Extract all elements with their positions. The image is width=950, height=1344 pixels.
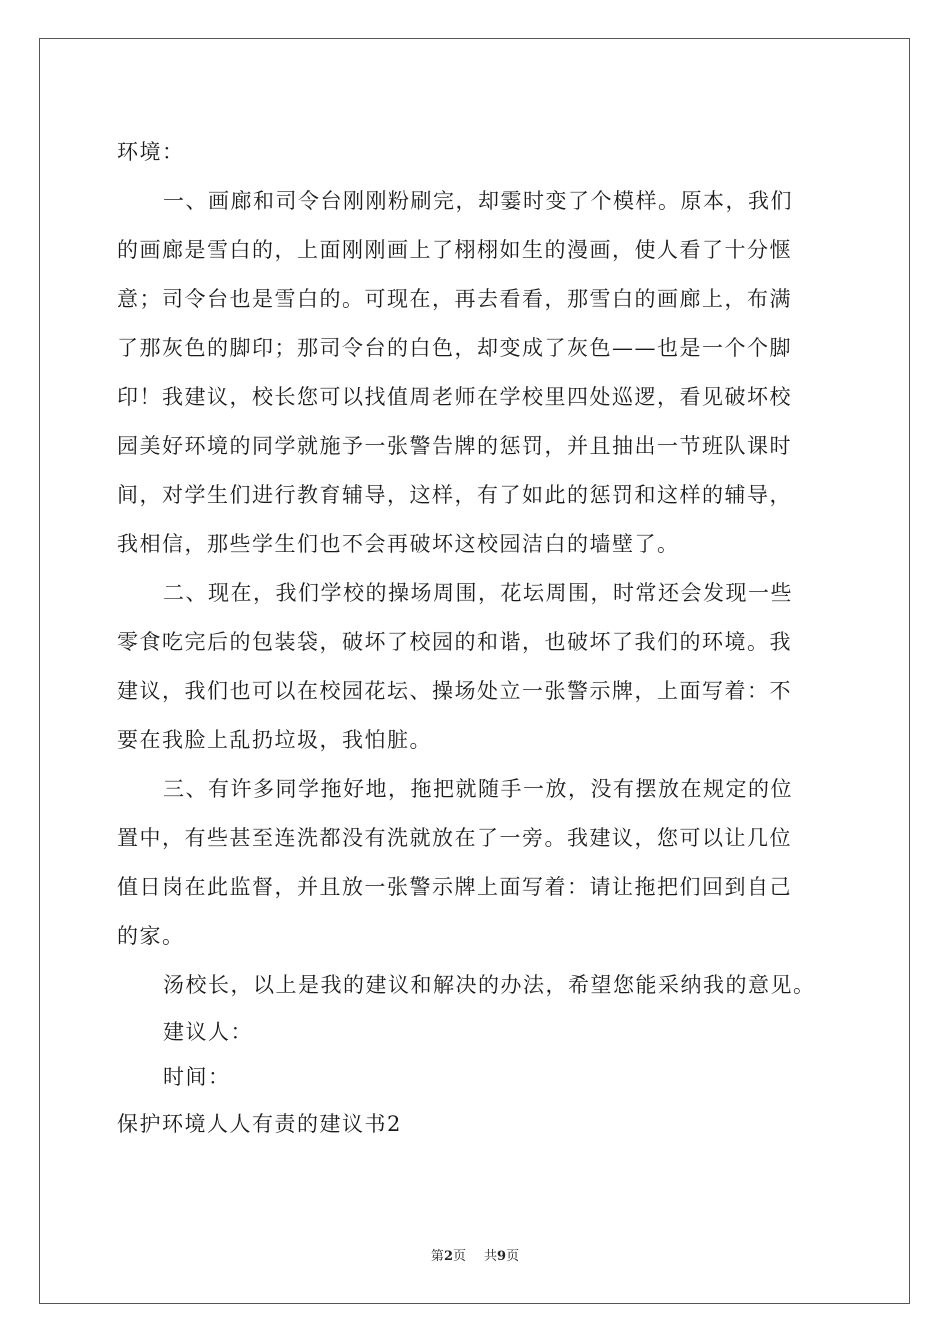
text-line: 意；司令台也是雪白的。可现在，再去看看，那雪白的画廊上，布满 xyxy=(117,287,792,311)
page-number: 2 xyxy=(443,1249,453,1264)
text-line: 间，对学生们进行教育辅导，这样，有了如此的惩罚和这样的辅导， xyxy=(117,483,792,507)
text-line: 我相信，那些学生们也不会再破坏这校园洁白的墙壁了。 xyxy=(117,532,680,556)
paragraph-3-start: 三、有许多同学拖好地，拖把就随手一放，没有摆放在规定的位 xyxy=(163,777,793,801)
date-label: 时间： xyxy=(163,1065,231,1089)
text-line: 值日岗在此监督，并且放一张警示牌上面写着：请让拖把们回到自己 xyxy=(117,875,792,899)
text-line: 零食吃完后的包装袋，破坏了校园的和谐，也破坏了我们的环境。我 xyxy=(117,630,792,654)
text-line: 园美好环境的同学就施予一张警告牌的惩罚，并且抽出一节班队课时 xyxy=(117,434,792,458)
closing-paragraph: 汤校长，以上是我的建议和解决的办法，希望您能采纳我的意见。 xyxy=(163,973,816,997)
page-prefix: 第 xyxy=(430,1249,444,1264)
next-document-title: 保护环境人人有责的建议书2 xyxy=(117,1112,402,1136)
text-line: 建议，我们也可以在校园花坛、操场处立一张警示牌，上面写着：不 xyxy=(117,679,792,703)
text-line: 的画廊是雪白的，上面刚刚画上了栩栩如生的漫画，使人看了十分惬 xyxy=(117,238,792,262)
text-line: 印！我建议，校长您可以找值周老师在学校里四处巡逻，看见破坏校 xyxy=(117,385,792,409)
total-pages: 9 xyxy=(497,1249,507,1264)
total-prefix: 共 xyxy=(484,1249,498,1264)
page-suffix: 页 xyxy=(452,1249,466,1264)
total-suffix: 页 xyxy=(506,1249,520,1264)
text-line: 置中，有些甚至连洗都没有洗就放在了一旁。我建议，您可以让几位 xyxy=(117,826,792,850)
text-line: 环境： xyxy=(117,140,185,164)
paragraph-2-start: 二、现在，我们学校的操场周围，花坛周围，时常还会发现一些 xyxy=(163,581,793,605)
paragraph-1-start: 一、画廊和司令台刚刚粉刷完，却霎时变了个模样。原本，我们 xyxy=(163,189,793,213)
text-line: 要在我脸上乱扔垃圾，我怕脏。 xyxy=(117,728,432,752)
document-body xyxy=(117,128,837,1149)
text-line: 的家。 xyxy=(117,924,185,948)
text-line: 了那灰色的脚印；那司令台的白色，却变成了灰色——也是一个个脚 xyxy=(117,336,792,360)
proposer-label: 建议人： xyxy=(163,1020,253,1044)
page-footer xyxy=(0,1247,950,1267)
